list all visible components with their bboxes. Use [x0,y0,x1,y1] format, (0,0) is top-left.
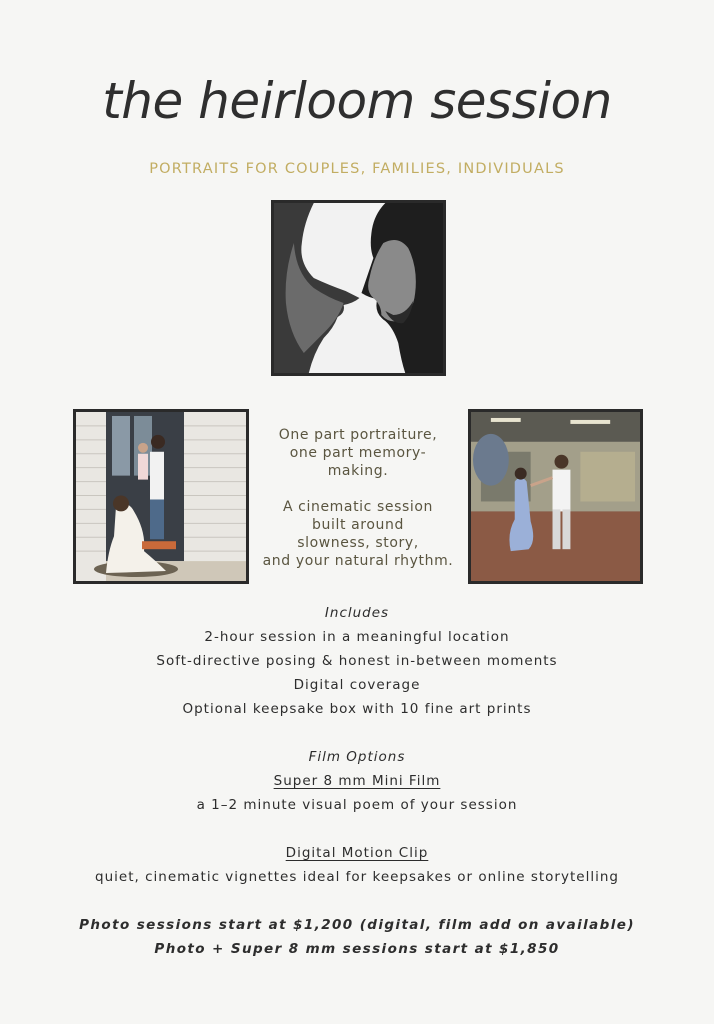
film-options-heading: Film Options [308,749,406,765]
includes-heading: Includes [324,605,390,621]
photo-pricing: Photo sessions start at $1,200 (digital, film add on available) [79,917,635,933]
page-subtitle: PORTRAITS FOR COUPLES, FAMILIES, INDIVIDUALS [149,161,565,177]
intro-copy [255,426,461,570]
intro-line: and your natural rhythm. [262,553,454,569]
couple-portrait-photo [271,200,446,376]
includes-item: 2-hour session in a meaningful location [204,629,510,645]
intro-line: built around [312,517,404,533]
digital-motion-title: Digital Motion Clip [285,845,429,861]
digital-motion-description: quiet, cinematic vignettes ideal for keepsakes or online storytelling [95,869,619,885]
intro-line: making. [327,463,389,479]
page-title: the heirloom session [102,72,612,130]
session-details [0,601,714,961]
couple-dancing-photo [468,409,643,584]
includes-item: Soft-directive posing & honest in-between moments [156,653,558,669]
intro-line: One part portraiture, [278,427,438,443]
intro-line: A cinematic session [282,499,434,515]
includes-item: Digital coverage [293,677,421,693]
photo-super8-pricing: Photo + Super 8 mm sessions start at $1,850 [154,941,560,957]
includes-item: Optional keepsake box with 10 fine art prints [182,701,532,717]
intro-line: slowness, story, [297,535,419,551]
super8-description: a 1–2 minute visual poem of your session [196,797,518,813]
family-doorway-photo [73,409,249,584]
super8-title: Super 8 mm Mini Film [273,773,441,789]
intro-line: one part memory- [289,445,427,461]
